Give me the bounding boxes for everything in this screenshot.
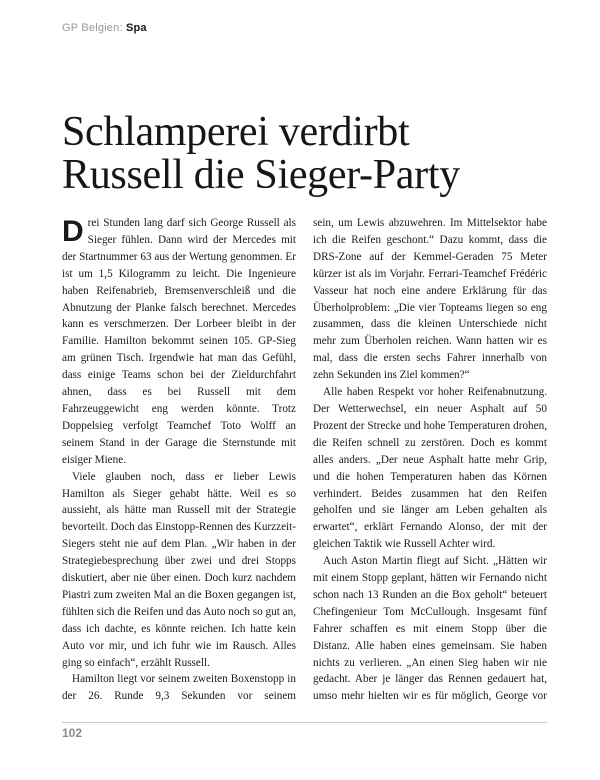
text-column-right: [313, 215, 547, 705]
paragraph: [62, 215, 296, 469]
article-headline: [62, 111, 562, 197]
footer-divider: [62, 722, 547, 723]
paragraph: Auch Aston Martin fliegt auf Sicht. „Hätten wir mit einem Stopp geplant, hätten wir Fernando nicht schon nach 13 Runden an die Box geholt“ beteuert Chefingenieur Tom McCullough. Insgesamt fünf Fahrer schaffen es mit einem Stopp über die Distanz. Alle haben eines gemeinsam. Sie haben nichts zu verlieren. „An einen Sieg haben wir nie gedacht. Aber je länger das Rennen gedauert hat, umso mehr hielten wir es für möglich, George vor: [313, 555, 547, 703]
paragraph-text: rei Stunden lang darf sich George Russell als Sieger fühlen. Dann wird der Mercedes mit der Startnummer 63 aus der Wertung genommen. Er ist um 1,5 Kilogramm zu leicht. Die Ingenieure haben Reifenabrieb, Bremsenverschleiß und die Abnutzung der Planke falsch berechnet. Mercedes kann es verschmerzen. Der Lorbeer bleibt in der Familie. Hamilton bekommt seinen 105. GP-Sieg am grünen Tisch. Irgendwie hat man das Gefühl, dass einige Teams schon bei der Zieldurchfahrt ahnen, dass es bei Russell mit dem Fahrzeuggewicht eng werden könnte. Trotz Doppelsieg verfolgt Teamchef Toto Wolff an seinem Stand in der Garage die Sternstunde mit eisiger Miene.: [62, 217, 296, 466]
page-number: 102: [62, 726, 83, 740]
paragraph: Viele glauben noch, dass er lieber Lewis Hamilton als Sieger gehabt hätte. Weil es so aussieht, als hätte man Russell mit der Strategie bevorteilt. Doch das Einstopp-Rennen des Kurzzeit-Siegers steht nie auf dem Plan. „Wir haben in der Strategiebesprechung über zwei und drei Stopps diskutiert, aber nie über einen. Doch kurz nachdem Piastri zum zweiten Mal an die Boxen gegangen ist, fühlten sich die Reifen und das Auto noch so gut an, dass ich dachte, es könnte reichen. Ich hatte kein Auto vor mir, und ich fuhr wie im Rausch. Alles ging so einfach“, erzählt Russell.: [62, 470, 296, 669]
paragraph: Hamilton liegt vor seinem zweiten Boxenstopp in der 26. Runde 9,3 Sekunden vor seinem: [62, 673, 296, 703]
headline-line-2: Russell die Sieger-Party: [62, 152, 460, 198]
paragraph: Alle haben Respekt vor hoher Reifenabnutzung. Der Wetterwechsel, ein neuer Asphalt auf 50 Prozent der Strecke und hohe Temperaturen drohen, die Reifen schnell zu zerstören. Doch es kommt alles anders. „Der neue Asphalt hatte mehr Grip, und die hohen Temperaturen haben das Körnen verhindert. Beides zusammen hat den Reifen geholfen und sie länger am Leben gehalten als erwartet“, erklärt Fernando Alonso, der mit der gleichen Taktik wie Russell Achter wird.: [313, 386, 547, 551]
paragraph: sein, um Lewis abzuwehren. Im Mittelsektor habe ich die Reifen geschont.“ Dazu kommt, dass die DRS-Zone auf der Kemmel-Geraden 75 Meter kürzer ist als im Vorjahr. Ferrari-Teamchef Frédéric Vasseur hat noch eine andere Erklärung für das Überholproblem: „Die vier Topteams liegen so eng zusammen, dass die kleinen Unterschiede nicht mehr zum Überholen reichen. Wann hatten wir es mal, dass die ersten sechs Fahrer innerhalb von zehn Sekunden ins Ziel kommen?“: [313, 217, 547, 382]
drop-cap: D: [62, 215, 84, 248]
text-column-left: [62, 215, 296, 705]
article-body: [62, 215, 547, 705]
headline-line-1: Schlamperei verdirbt: [62, 109, 410, 155]
kicker-place: Spa: [125, 22, 147, 34]
section-kicker: [62, 22, 147, 34]
kicker-section: GP Belgien:: [62, 22, 123, 34]
